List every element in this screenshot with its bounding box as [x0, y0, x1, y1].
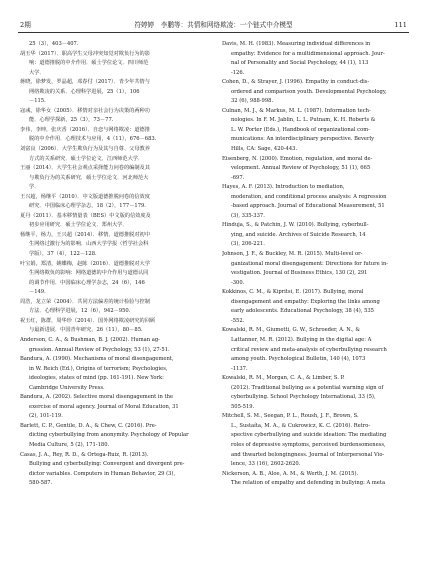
reference-line: velopment. Annual Review of Psychology, 51 (1), 665 [231, 165, 371, 172]
reference-line: Cohen, D., & Strayer, J. (1996). Empathy in conduct-dis- [222, 79, 370, 86]
reference-line: 脱的中介作用．心理技术与应用，4（11），676－683. [29, 136, 157, 143]
reference-line: dictor variables. Computers in Human Behavior, 29 (3), [29, 470, 176, 477]
reference-line: －115. [29, 98, 46, 105]
reference-line: 刘富良（2006）．大学生欺负行为及其与自尊、父母教养 [20, 146, 150, 153]
reference-line: 周浩，龙立荣（2004）．共同方法偏差的统计检验与控制 [20, 298, 150, 305]
reference-line: dicting cyberbullying from anonymity. Psychology of Popular [29, 432, 189, 439]
reference-line: nologies. In F. M. Jablin, L. L. Putnam, K. H. Roberts & [231, 117, 376, 124]
reference-line: 叶宝娟，郑清，姚蝶梅，赵陈（2016）．道德推脱对大学 [20, 260, 150, 267]
reference-line: -697. [231, 174, 245, 181]
reference-line: -based approach. Journal of Educational Measurement, 51 [231, 203, 385, 210]
reference-line: vestigation. Journal of Business Ethics, 130 (2), 291 [231, 270, 368, 277]
reference-line: -126. [231, 69, 245, 76]
running-header [18, 20, 409, 33]
reference-line: L., Sustaíta, M. A., & Cukrowicz, K. C. (2016). Retro- [231, 422, 371, 429]
reference-line: 响：道德推脱的中介作用．硕士学位论文．四川师范 [29, 60, 149, 67]
reference-line: Cambridge University Press. [29, 384, 105, 391]
reference-line: in W. Reich (Ed.), Origins of terrorism; Psychologies, [29, 365, 168, 372]
reference-line: 夏丹（2011）．基本移情量表（BES）中文版的信效度及 [20, 212, 151, 219]
reference-line: (3), 335-337. [231, 212, 265, 219]
reference-line: early adolescents. Educational Psychology, 38 (4), 535 [231, 308, 374, 315]
reference-line: ying, and suicide. Archives of Suicide Research, 14 [231, 231, 366, 238]
references-right-column [222, 40, 409, 489]
reference-line: gression. Annual Review of Psychology, 53 (1), 27-51. [29, 346, 170, 353]
reference-line: 32 (6), 988-998. [231, 98, 274, 105]
reference-line: disengagement and empathy: Exploring the links among [231, 298, 380, 305]
reference-line: ganizational moral disengagement: Directions for future in- [231, 260, 389, 267]
reference-line: 580-587. [29, 480, 53, 487]
reference-line: cyberbullying. School Psychology International, 33 (5), [231, 394, 376, 401]
reference-line: Anderson, C. A., & Bushman, B. J. (2002). Human ag- [20, 336, 160, 343]
reference-line: Lattanner, M. R. (2012). Bullying in the digital age: A [231, 336, 372, 343]
reference-line: Bandura, A. (2002). Selective moral disengagement in the [20, 394, 174, 401]
reference-line: exercise of moral agency. Journal of Moral Education, 31 [29, 403, 179, 410]
reference-line: 初步应用研究．硕士学位论文．郑州大学． [29, 222, 128, 229]
reference-line: Kokkinos, C. M., & Kipritsi, E. (2017). Bullying, moral [222, 289, 364, 296]
reference-line: munications: An interdisciplinary perspective. Beverly [231, 136, 375, 143]
reference-line: 学版），37（4），122－128. [29, 251, 97, 258]
reference-line: -1137. [231, 365, 248, 372]
reference-line: -300. [231, 279, 245, 286]
reference-line: empathy: Evidence for a multidimensional approach. Jour- [231, 50, 385, 57]
running-title: 符婷婷 李鹏等：共情和网络欺凌：一个链式中介模型 [134, 21, 293, 29]
reference-line: Nickerson, A. B., Aloe, A. M., & Werth, J. M. (2015). [222, 470, 359, 477]
reference-line: 网络欺凌的关系．心理科学进展，25（1），106 [29, 88, 140, 95]
reference-line: roles of depressive symptoms, perceived burdensomeness, [231, 441, 386, 448]
reference-line: 方式的关系研究．硕士学位论文．江西师范大学． [29, 155, 144, 162]
reference-line: 蒋晓，徐梦发，罗晶超，邓春付（2017）．青少年共情与 [20, 79, 150, 86]
reference-line: spective cyberbullying and suicide ideation: The mediating [231, 432, 387, 439]
reference-line: 方法．心理科学进展，12（6），942－950. [29, 308, 131, 315]
references-left-column [20, 40, 207, 489]
reference-line: among youth. Psychological Bulletin, 140 (4), 1073 [231, 356, 366, 363]
reference-line: 生网络欺负的影响：网络道德的中介作用与道德认同 [29, 270, 149, 277]
reference-line: ordered and comparison youth. Developmental Psychology, [231, 88, 387, 95]
reference-line: Johnson, J. F., & Buckley, M. R. (2015). Multi-level or- [222, 251, 363, 258]
reference-line: 大学． [29, 69, 45, 76]
reference-line: Mitchell, S. M., Seegan, P. L., Roush, J. F., Brown, S. [222, 413, 359, 420]
reference-line: 与最新进展．中国青年研究，26（11），80－85. [29, 327, 143, 334]
page-number: 111 [394, 21, 407, 29]
reference-line: 李伟，李坤，张庆香（2016）．自恋与网络欺凌：道德推 [20, 126, 150, 133]
reference-line: moderation, and conditional process analysis: A regression [231, 193, 387, 200]
reference-line: 寇彧，徐华女（2005）．移情对亲社会行为决策的两种功 [20, 107, 150, 114]
reference-line: 祝玉红，陈群，周华珍（2014）．国外网络欺凌研究的回顾 [20, 317, 156, 324]
reference-line: 学． [29, 184, 40, 191]
issue-number: 2期 [20, 21, 31, 29]
reference-line: 生网络过激行为的影响．山西大学学报（哲学社会科 [29, 241, 149, 248]
reference-line: 的调节作用．中国临床心理学杂志，24（6），146 [29, 279, 145, 286]
reference-line: 杨继平，杨力，王兴超（2014）．移情、道德推脱对初中 [20, 231, 150, 238]
reference-line: Casas, J. A., Rey, R. D., & Ortega-Ruiz, R. (2013). [20, 451, 149, 458]
reference-line: -552. [231, 317, 245, 324]
reference-line: －149. [29, 289, 46, 296]
reference-line: L. W. Porter (Eds.), Handbook of organizational com- [231, 126, 370, 133]
reference-line: Media Culture, 5 (2), 171-180. [29, 441, 110, 448]
reference-line: 能．心理学探新，25（3），73－77. [29, 117, 114, 124]
reference-line: 25（3），403－407. [29, 41, 79, 47]
reference-line: 与欺负行为的关系研究．硕士学位论文．河北师范大 [29, 174, 149, 181]
reference-line: Davis, M. H. (1983). Measuring individual differences in [222, 41, 371, 47]
reference-line: Barlett, C. P., Gentile, D. A., & Chew, C. (2016). Pre- [20, 422, 157, 429]
reference-line: Culnan, M. J., & Markus, M. L. (1987). Information tech- [222, 107, 371, 114]
reference-line: (3), 206-221. [231, 241, 265, 248]
reference-line: Hayes, A. F. (2013). Introduction to mediation, [222, 184, 345, 191]
reference-line: (2), 101-119. [29, 413, 63, 420]
reference-line: Kowalski, R. M., Giumetti, G. W., Schroeder, A. N., & [222, 327, 361, 334]
reference-line: 王兴超，杨继平（2010）．中文版道德推脱问卷的信效度 [20, 193, 150, 200]
reference-line: Kowalski, R. M., Morgan, C. A., & Limber, S. P. [222, 375, 345, 382]
reference-line: 胡玉华（2017）．职高学生父母冲突知觉对欺负行为的影 [20, 50, 150, 57]
reference-line: Hills, CA: Sage, 420-443. [231, 146, 298, 153]
reference-line: Hinduja, S., & Patchin, J. W. (2010). Bullying, cyberbull- [222, 222, 369, 229]
reference-line: and thwarted belongingness. Journal of Interpersonal Vio- [231, 451, 385, 458]
reference-line: ideologies, states of mind (pp. 161-191). New York: [29, 375, 164, 382]
reference-line: Eisenberg, N. (2000). Emotion, regulation, and moral de- [222, 155, 373, 162]
reference-line: lence, 33 (16), 2602-2620. [231, 461, 301, 468]
reference-line: critical review and meta-analysis of cyberbullying research [231, 346, 387, 353]
reference-line: nal of Personality and Social Psychology, 44 (1), 113 [231, 60, 369, 67]
reference-line: (2012). Traditional bullying as a potential warning sign of [231, 384, 384, 391]
reference-line: 505-519. [231, 403, 255, 410]
reference-line: Bandura, A. (1990). Mechanisms of moral disengagement, [20, 356, 174, 363]
reference-line: The relation of empathy and defending in bullying: A meta [231, 480, 386, 487]
reference-line: Bullying and cyberbullying: Convergent and divergent pre- [29, 461, 185, 468]
reference-line: 王丽（2014）．大学生社会观点采择能力问卷的编制及其 [20, 165, 150, 172]
reference-line: 研究．中国临床心理学杂志，18（2），177－179. [29, 203, 146, 210]
